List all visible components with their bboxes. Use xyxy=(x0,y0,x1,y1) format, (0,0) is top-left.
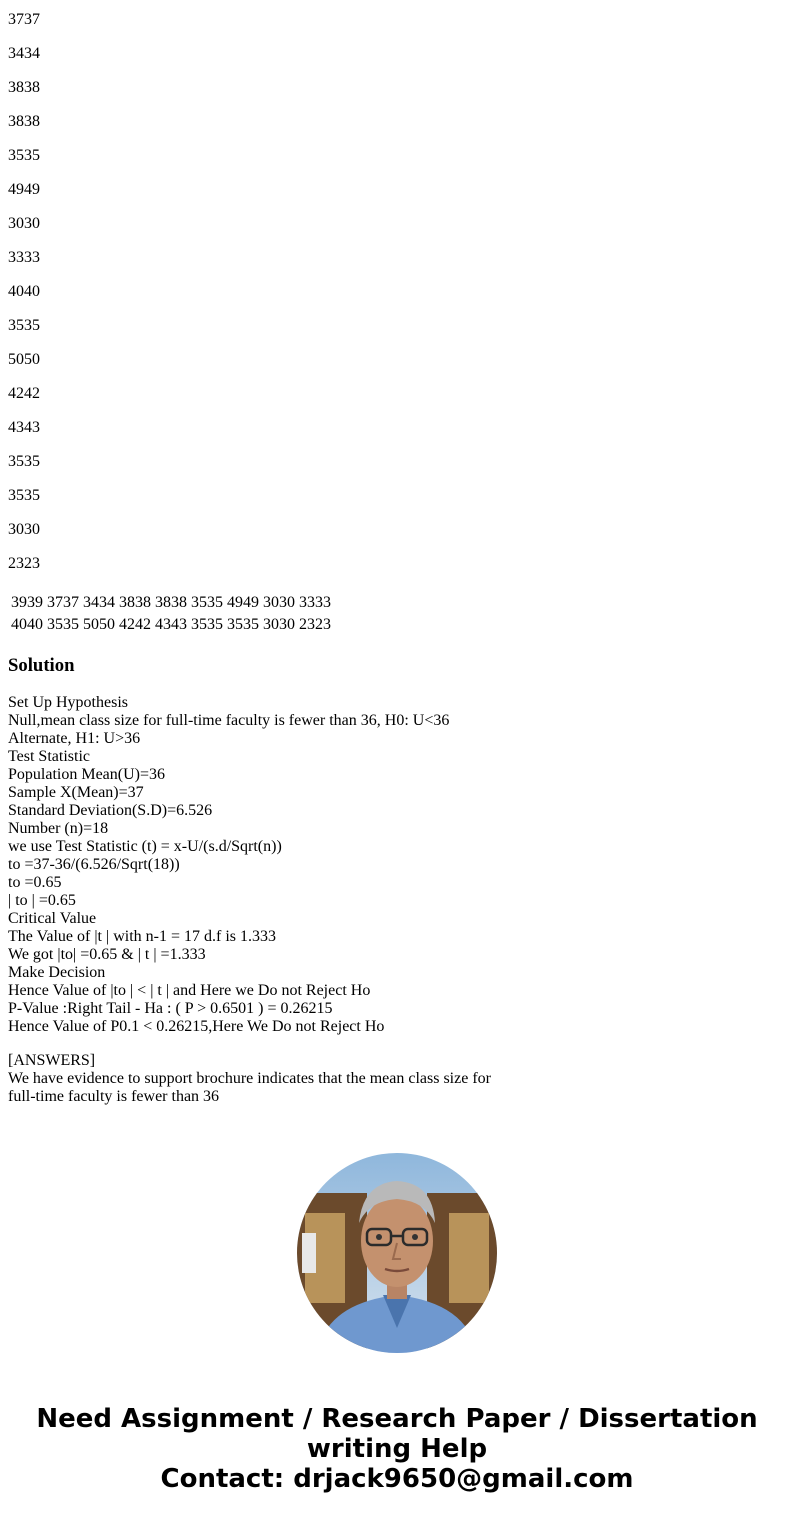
solution-heading: Solution xyxy=(8,655,75,676)
number-item: 3737 xyxy=(8,11,40,28)
answers-text: We have evidence to support brochure indicates that the mean class size for full-time faculty is fewer than 36 xyxy=(8,1070,491,1105)
promo-line-1: Need Assignment / Research Paper / Dissertation xyxy=(36,1404,758,1434)
number-item: 3838 xyxy=(8,113,40,130)
number-item: 3434 xyxy=(8,45,40,62)
null-hypothesis: Null,mean class size for full-time faculty is fewer than 36, H0: U<36 xyxy=(8,712,450,729)
test-statistic-formula: we use Test Statistic (t) = x-U/(s.d/Sqrt(n)) xyxy=(8,838,282,855)
promo-line-2: writing Help xyxy=(306,1434,488,1464)
p-value: P-Value :Right Tail - Ha : ( P > 0.6501 ) = 0.26215 xyxy=(8,1000,333,1017)
comparison: We got |to| =0.65 & | t | =1.333 xyxy=(8,946,206,963)
number-item: 2323 xyxy=(8,555,40,572)
number-item: 3535 xyxy=(8,317,40,334)
number-item: 3838 xyxy=(8,79,40,96)
number-item: 3535 xyxy=(8,453,40,470)
number-item: 3535 xyxy=(8,147,40,164)
number-item: 5050 xyxy=(8,351,40,368)
population-mean: Population Mean(U)=36 xyxy=(8,766,165,783)
author-avatar xyxy=(297,1153,497,1353)
promo-contact: Contact: drjack9650@gmail.com xyxy=(160,1464,634,1494)
sample-size: Number (n)=18 xyxy=(8,820,109,837)
author-portrait xyxy=(297,1153,497,1353)
solution-body xyxy=(8,694,449,1036)
alternate-hypothesis: Alternate, H1: U>36 xyxy=(8,730,141,747)
test-statistic-abs: | to | =0.65 xyxy=(8,892,76,909)
number-item: 4949 xyxy=(8,181,40,198)
hypothesis-heading: Set Up Hypothesis xyxy=(8,694,128,711)
standard-deviation: Standard Deviation(S.D)=6.526 xyxy=(8,802,213,819)
answers-block xyxy=(8,1052,508,1106)
data-table xyxy=(11,592,331,636)
number-item: 3030 xyxy=(8,215,40,232)
number-item: 3030 xyxy=(8,521,40,538)
decision-p-value: Hence Value of P0.1 < 0.26215,Here We Do not Reject Ho xyxy=(8,1018,385,1035)
number-item: 4040 xyxy=(8,283,40,300)
critical-value: The Value of |t | with n-1 = 17 d.f is 1.333 xyxy=(8,928,276,945)
number-item: 4343 xyxy=(8,419,40,436)
test-statistic-heading: Test Statistic xyxy=(8,748,90,765)
sample-mean: Sample X(Mean)=37 xyxy=(8,784,144,801)
data-row: 3939 3737 3434 3838 3838 3535 4949 3030 3333 xyxy=(11,594,331,611)
number-item: 3333 xyxy=(8,249,40,266)
number-item: 3535 xyxy=(8,487,40,504)
test-statistic-value: to =0.65 xyxy=(8,874,62,891)
decision-heading: Make Decision xyxy=(8,964,106,981)
decision-critical: Hence Value of |to | < | t | and Here we Do not Reject Ho xyxy=(8,982,371,999)
answers-label: [ANSWERS] xyxy=(8,1052,96,1069)
promo-banner xyxy=(0,1404,794,1494)
data-row: 4040 3535 5050 4242 4343 3535 3535 3030 2323 xyxy=(11,616,331,633)
test-statistic-substitution: to =37-36/(6.526/Sqrt(18)) xyxy=(8,856,180,873)
numbers-list xyxy=(8,11,40,589)
number-item: 4242 xyxy=(8,385,40,402)
critical-value-heading: Critical Value xyxy=(8,910,97,927)
